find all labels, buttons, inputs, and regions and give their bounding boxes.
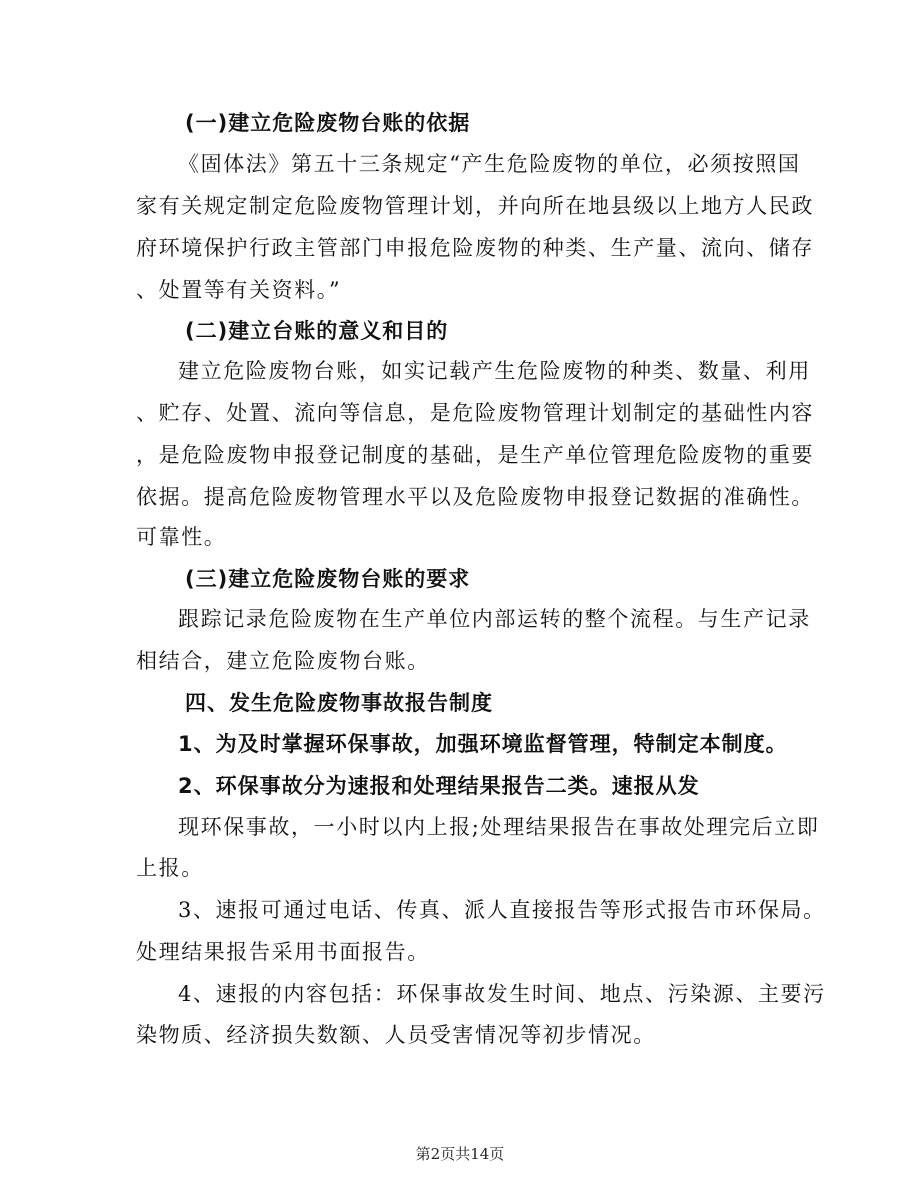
paragraph-line: 依据。提高危险废物管理水平以及危险废物申报登记数据的准确性。: [136, 485, 814, 509]
paragraph-line: 相结合，建立危险废物台账。: [136, 649, 430, 673]
paragraph-line: 建立危险废物台账，如实记载产生危险废物的种类、数量、利用: [178, 359, 811, 383]
numbered-item-4: 4、速报的内容包括：环保事故发生时间、地点、污染源、主要污: [178, 982, 826, 1006]
paragraph-line: 现环保事故，一小时以内上报;处理结果报告在事故处理完后立即: [178, 815, 820, 839]
paragraph-line: 跟踪记录危险废物在生产单位内部运转的整个流程。与生产记录: [178, 607, 811, 631]
paragraph-line: 、处置等有关资料。”: [136, 278, 342, 302]
numbered-item-3: 3、速报可通过电话、传真、派人直接报告等形式报告市环保局。: [178, 898, 826, 922]
paragraph-line: 可靠性。: [136, 525, 227, 549]
section-heading-3: (三)建立危险废物台账的要求: [185, 567, 471, 591]
numbered-item-2-heading: 2、环保事故分为速报和处理结果报告二类。速报从发: [178, 774, 700, 798]
numbered-item-1: 1、为及时掌握环保事故，加强环境监督管理，特制定本制度。: [178, 732, 788, 756]
paragraph-line: 府环境保护行政主管部门申报危险废物的种类、生产量、流向、储存: [136, 236, 814, 260]
paragraph-line: 家有关规定制定危险废物管理计划，并向所在地县级以上地方人民政: [136, 194, 814, 218]
paragraph-line: 、贮存、处置、流向等信息，是危险废物管理计划制定的基础性内容: [136, 401, 814, 425]
section-heading-1: (一)建立危险废物台账的依据: [185, 111, 471, 135]
section-heading-2: (二)建立台账的意义和目的: [185, 319, 449, 343]
paragraph-line: ，是危险废物申报登记制度的基础，是生产单位管理危险废物的重要: [136, 443, 814, 467]
paragraph-line: 处理结果报告采用书面报告。: [136, 940, 430, 964]
paragraph-line: 染物质、经济损失数额、人员受害情况等初步情况。: [136, 1023, 656, 1047]
page-number-footer: 第2页共14页: [415, 1145, 505, 1163]
paragraph-line: 《固体法》第五十三条规定“产生危险废物的单位，必须按照国: [178, 152, 801, 176]
section-heading-4: 四、发生危险废物事故报告制度: [185, 691, 493, 715]
paragraph-line: 上报。: [136, 856, 204, 880]
